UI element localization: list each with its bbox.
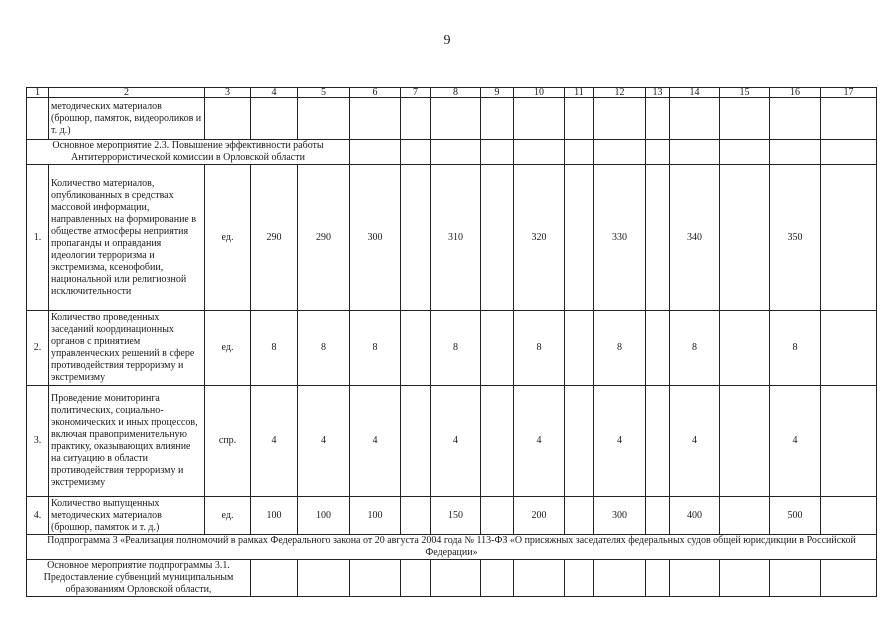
column-number: 2 bbox=[49, 88, 205, 98]
row-value: 4 bbox=[670, 386, 720, 497]
row-value: 310 bbox=[431, 165, 481, 311]
row-value: 4 bbox=[251, 386, 298, 497]
row-unit: ед. bbox=[205, 311, 251, 386]
row-value: 100 bbox=[350, 497, 401, 535]
row-value: 4 bbox=[350, 386, 401, 497]
row-value: 4 bbox=[514, 386, 565, 497]
column-number: 17 bbox=[821, 88, 877, 98]
column-number: 7 bbox=[401, 88, 431, 98]
column-number: 14 bbox=[670, 88, 720, 98]
row-value: 8 bbox=[431, 311, 481, 386]
section-row bbox=[27, 140, 877, 165]
column-number: 8 bbox=[431, 88, 481, 98]
subprogram-row bbox=[27, 535, 877, 560]
row-value: 100 bbox=[298, 497, 350, 535]
row-unit: ед. bbox=[205, 165, 251, 311]
row-value: 330 bbox=[594, 165, 646, 311]
row-value: 4 bbox=[298, 386, 350, 497]
row-unit: ед. bbox=[205, 497, 251, 535]
column-number: 9 bbox=[481, 88, 514, 98]
row-value: 8 bbox=[251, 311, 298, 386]
row-value: 300 bbox=[594, 497, 646, 535]
row-value: 100 bbox=[251, 497, 298, 535]
column-number: 15 bbox=[720, 88, 770, 98]
row-value: 200 bbox=[514, 497, 565, 535]
row-index: 2. bbox=[27, 311, 49, 386]
row-value: 400 bbox=[670, 497, 720, 535]
row-index: 3. bbox=[27, 386, 49, 497]
column-number: 6 bbox=[350, 88, 401, 98]
row-description: Проведение мониторинга политических, социально-экономических и иных процессов, включая правоприменительную практику, оказывающих влияние на ситуацию в области противодействия терроризму и экстремизму bbox=[49, 386, 205, 497]
row-value: 320 bbox=[514, 165, 565, 311]
column-number: 3 bbox=[205, 88, 251, 98]
column-number: 16 bbox=[770, 88, 821, 98]
table-row bbox=[27, 311, 877, 386]
page-number: 9 bbox=[443, 33, 451, 48]
section-row bbox=[27, 560, 877, 597]
column-number: 4 bbox=[251, 88, 298, 98]
row-index: 4. bbox=[27, 497, 49, 535]
row-value: 4 bbox=[594, 386, 646, 497]
row-value: 290 bbox=[251, 165, 298, 311]
row-value: 290 bbox=[298, 165, 350, 311]
continuation-row bbox=[27, 98, 877, 140]
column-number: 12 bbox=[594, 88, 646, 98]
row-index: 1. bbox=[27, 165, 49, 311]
row-description: Количество проведенных заседаний координационных органов с принятием управленческих решений в сфере противодействия терроризму и экстремизму bbox=[49, 311, 205, 386]
row-value: 8 bbox=[298, 311, 350, 386]
row-description: Количество выпущенных методических материалов (брошюр, памяток и т. д.) bbox=[49, 497, 205, 535]
row-value: 500 bbox=[770, 497, 821, 535]
row-value: 4 bbox=[770, 386, 821, 497]
row-value: 8 bbox=[670, 311, 720, 386]
row-unit: спр. bbox=[205, 386, 251, 497]
column-number-row bbox=[27, 88, 877, 98]
row-value: 8 bbox=[770, 311, 821, 386]
row-value: 300 bbox=[350, 165, 401, 311]
table-row bbox=[27, 165, 877, 311]
subprogram-title: Подпрограмма 3 «Реализация полномочий в рамках Федерального закона от 20 августа 2004 года № 113-ФЗ «О присяжных заседателях федеральных судов общей юрисдикции в Российской Федерации» bbox=[27, 535, 877, 560]
column-number: 5 bbox=[298, 88, 350, 98]
section-title: Основное мероприятие 2.3. Повышение эффективности работы Антитеррористической комиссии в Орловской области bbox=[27, 140, 350, 165]
row-value: 150 bbox=[431, 497, 481, 535]
row-value: 8 bbox=[350, 311, 401, 386]
indicator-table bbox=[26, 87, 877, 597]
column-number: 1 bbox=[27, 88, 49, 98]
row-value: 8 bbox=[514, 311, 565, 386]
column-number: 10 bbox=[514, 88, 565, 98]
table-row bbox=[27, 386, 877, 497]
column-number: 11 bbox=[565, 88, 594, 98]
row-value: 350 bbox=[770, 165, 821, 311]
section-title: Основное мероприятие подпрограммы 3.1. Предоставление субвенций муниципальным образованиям Орловской области, bbox=[27, 560, 251, 597]
row-description: Количество материалов, опубликованных в средствах массовой информации, направленных на формирование в обществе атмосферы неприятия пропаганды и оправдания идеологии терроризма и экстремизма, ксенофобии, национальной или религиозной исключительности bbox=[49, 165, 205, 311]
row-value: 340 bbox=[670, 165, 720, 311]
row-value: 4 bbox=[431, 386, 481, 497]
column-number: 13 bbox=[646, 88, 670, 98]
continuation-text: методических материалов (брошюр, памяток, видеороликов и т. д.) bbox=[49, 98, 205, 140]
row-value: 8 bbox=[594, 311, 646, 386]
table-row bbox=[27, 497, 877, 535]
